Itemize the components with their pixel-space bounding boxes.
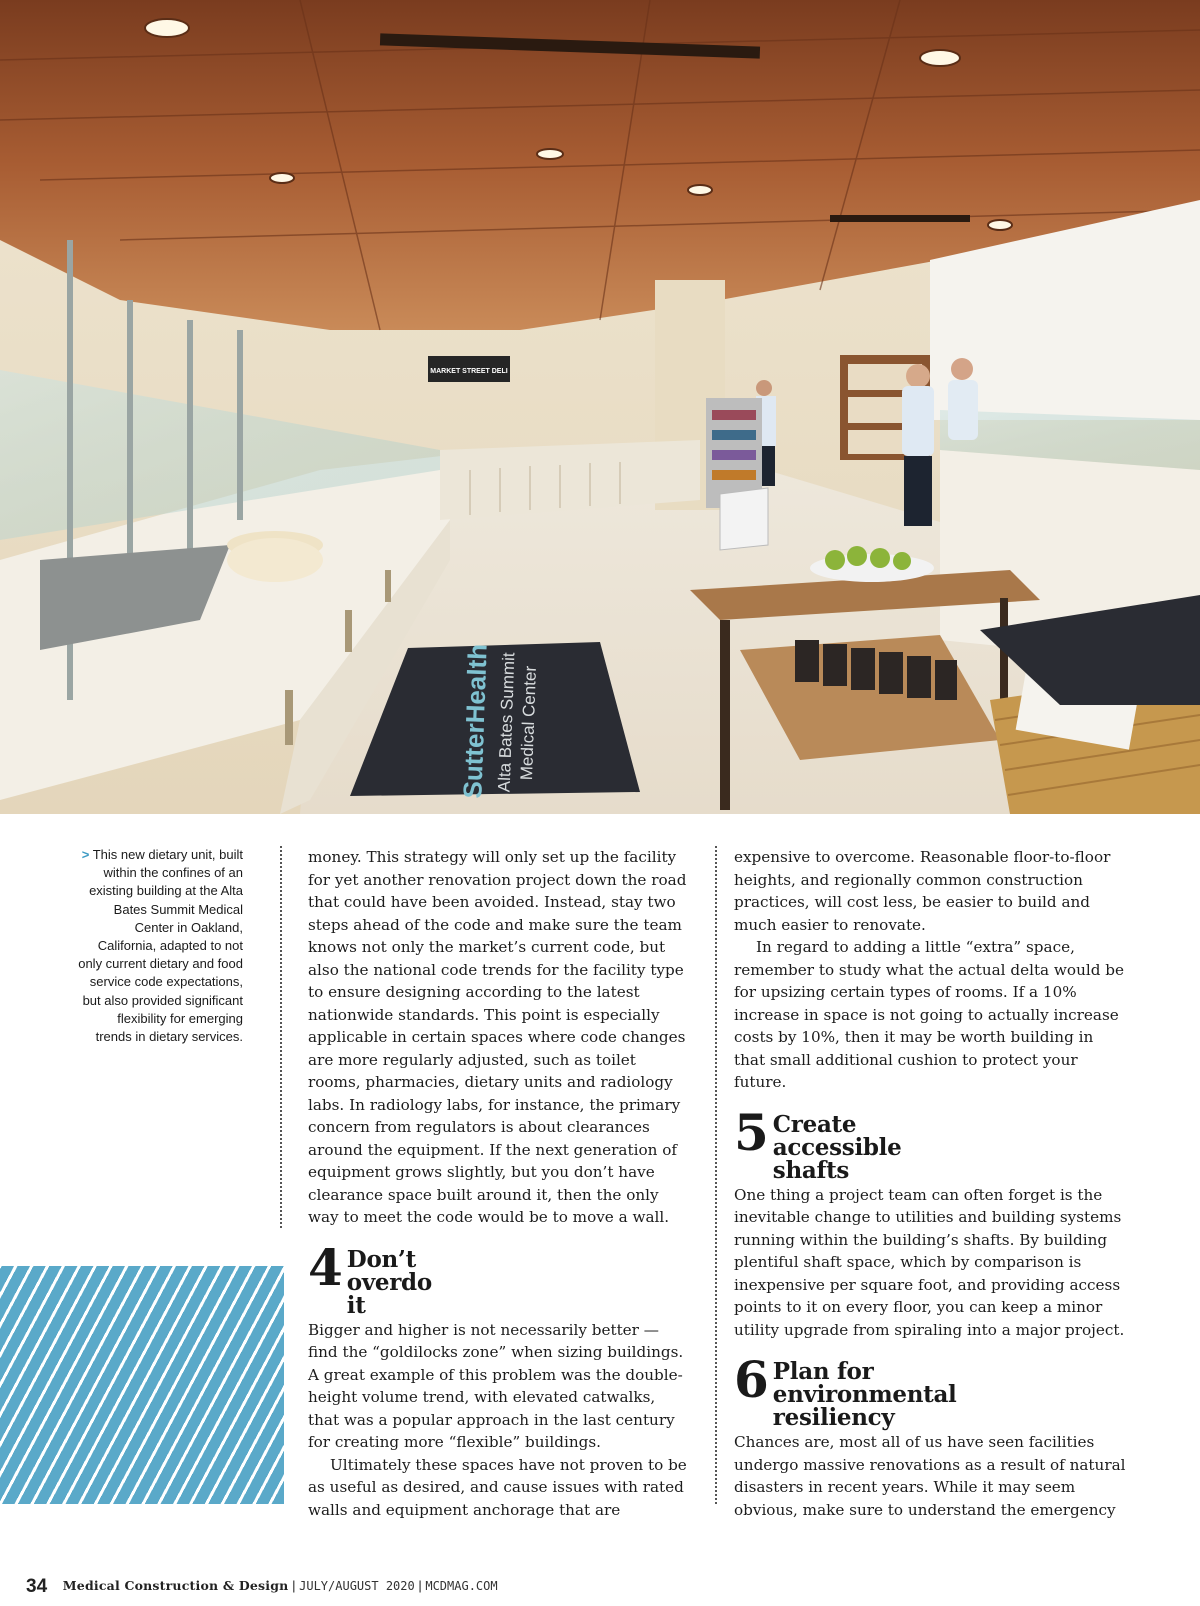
paragraph: money. This strategy will only set up the facility for yet another renovation project down the road that could have been avoided. Instead, stay two steps ahead of the code and make sure the team knows not only the market’s current code, but also the national code trends for the facility type to ensure designing according to the latest nationwide standards. This point is especially applicable in certain spaces where code changes are more regularly adjusted, such as toilet rooms, pharmacies, dietary units and radiology labs. In radiology labs, for instance, the primary concern from regulators is about clearances around the equipment. If the next generation of equipment grows slightly, but you don’t have clearance space built around it, then the only way to meet the code would be to move a wall.	[308, 848, 687, 1226]
paragraph: Bigger and higher is not necessarily better — find the “goldilocks zone” when sizing buildings. A great example of this problem was the double-height volume trend, with elevated catwalks, that was a popular approach in the last century for creating more “flexible” buildings.	[308, 1320, 684, 1451]
paragraph: Chances are, most all of us have seen facilities undergo massive renovations as a result of natural disasters in recent years. While it may seem obvious, make sure to understand the emergency	[734, 1433, 1126, 1519]
section-title: Create accessible shafts	[772, 1110, 902, 1184]
article-column-3	[734, 846, 1126, 1521]
deli-sign: MARKET STREET DELI	[430, 368, 508, 375]
paragraph: Ultimately these spaces have not proven to be as useful as desired, and cause issues with rated walls and equipment anchorage that are	[308, 1455, 687, 1519]
section-4-heading	[308, 1237, 688, 1319]
section-number: 5	[734, 1102, 769, 1162]
website-link[interactable]: MCDMAG.COM	[425, 1579, 498, 1593]
paragraph: In regard to adding a little “extra” space, remember to study what the actual delta would be for upsizing certain types of rooms. If a 10% increase in space is not going to actually increase costs by 10%, then it may be worth building in that small additional cushion to protect your future.	[734, 938, 1124, 1091]
decorative-stripes	[0, 1266, 284, 1504]
paragraph: One thing a project team can often forget is the inevitable change to utilities and building systems running within the building’s shafts. By building plentiful shaft space, which by comparison is inexpensive per square foot, and providing access points to it on every floor, you can keep a minor utility upgrade from spiraling into a major project.	[734, 1185, 1125, 1339]
mat-brand: SutterHealth	[457, 643, 493, 799]
mat-line1: Alta Bates Summit	[494, 652, 519, 793]
section-number: 6	[734, 1350, 769, 1409]
page-footer	[26, 1576, 498, 1598]
caption-arrow-icon: >	[81, 847, 90, 862]
footer-separator: |	[292, 1578, 296, 1593]
magazine-name: Medical Construction & Design	[62, 1578, 289, 1593]
footer-separator: |	[418, 1578, 422, 1593]
section-title: Don’t overdo it	[346, 1245, 432, 1319]
photo-caption	[78, 846, 243, 1046]
section-title: Plan for environmental resiliency	[772, 1358, 957, 1431]
mat-line2: Medical Center	[516, 665, 540, 781]
column-divider-1	[280, 846, 282, 1228]
section-5-heading	[734, 1102, 1126, 1184]
section-6-heading	[734, 1350, 1126, 1431]
article-column-2	[308, 846, 688, 1521]
issue-date: JULY/AUGUST 2020	[299, 1579, 415, 1593]
paragraph: expensive to overcome. Reasonable floor-to-floor heights, and regionally common construction practices, will cost less, be easier to build and much easier to renovate.	[734, 848, 1111, 934]
column-divider-2	[715, 846, 717, 1504]
caption-text: This new dietary unit, built within the confines of an existing building at the Alta Bates Summit Medical Center in Oakland, California, adapted to not only current dietary and food service code expectations, but also provided significant flexibility for emerging trends in dietary services.	[78, 847, 243, 1045]
section-number: 4	[308, 1237, 343, 1297]
page-number: 34	[26, 1576, 48, 1597]
